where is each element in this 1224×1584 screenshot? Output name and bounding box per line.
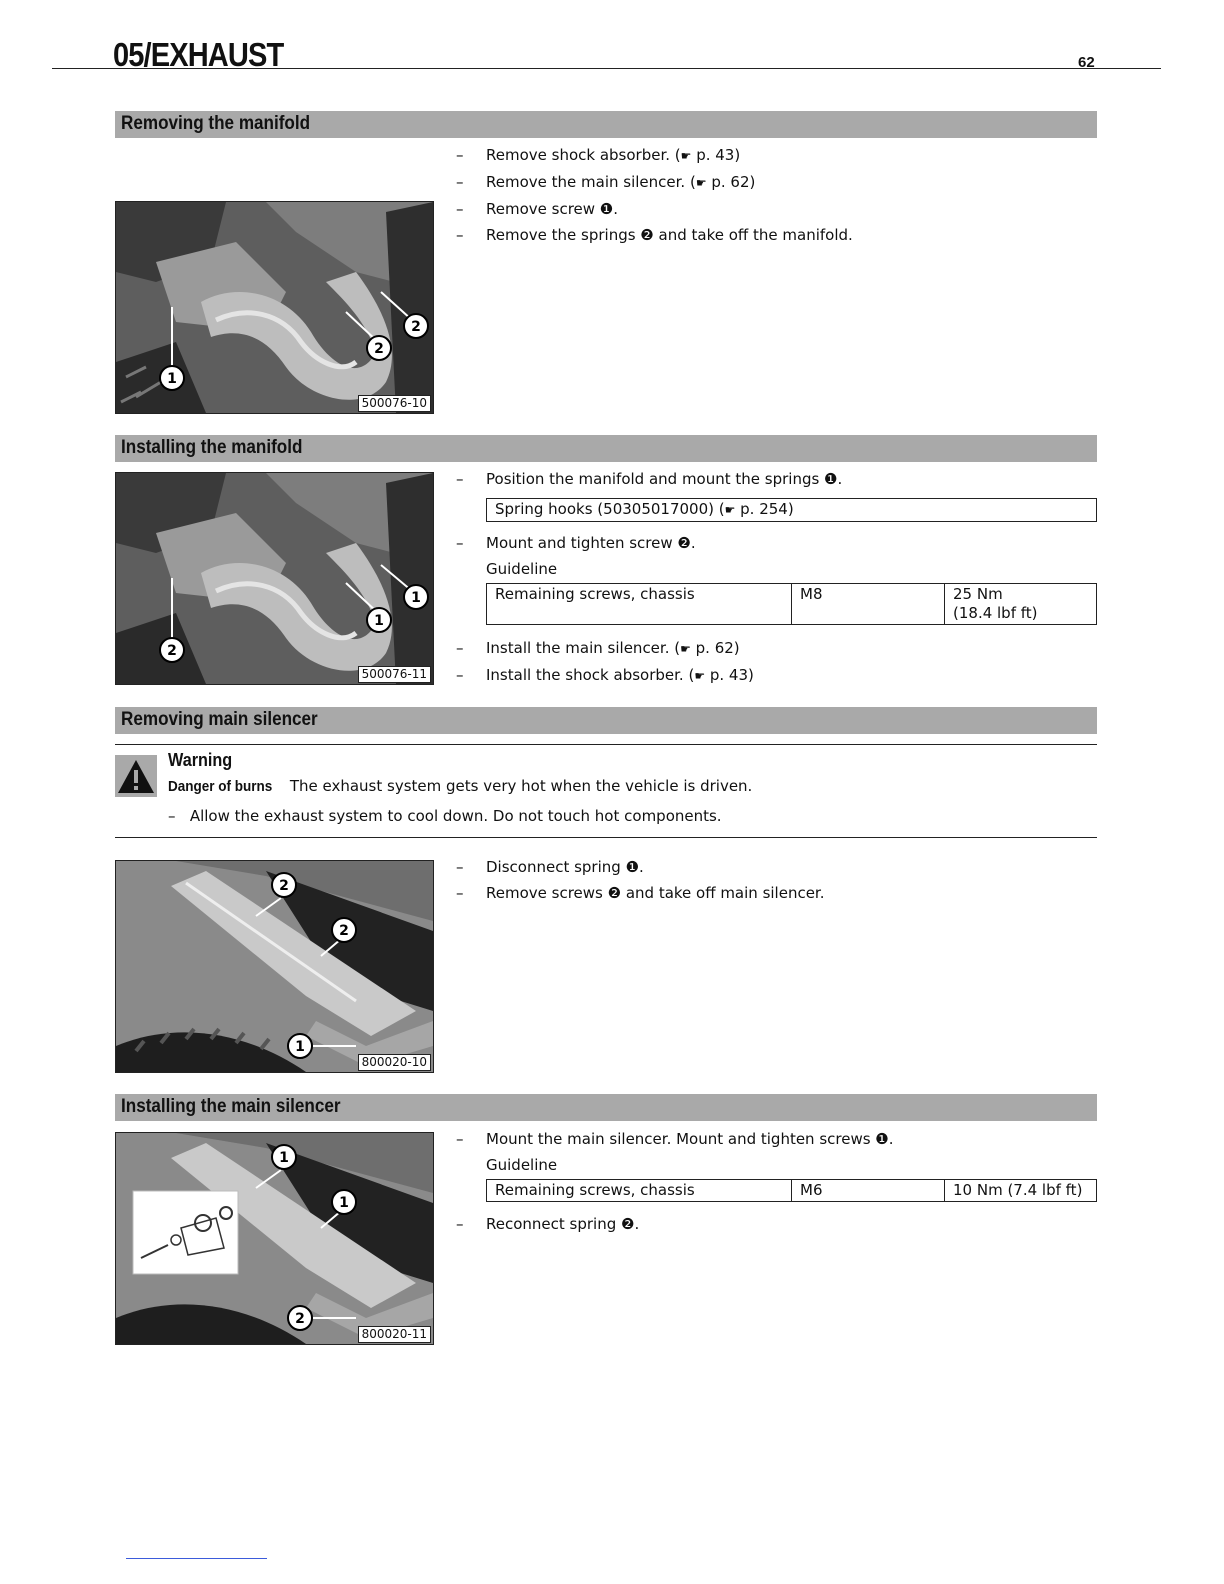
warning-label: Danger of burns	[168, 778, 273, 795]
step-item: – Disconnect spring ❶.	[456, 858, 644, 876]
warning-step: – Allow the exhaust system to cool down. Do not touch hot components.	[168, 807, 722, 825]
svg-text:1: 1	[411, 590, 421, 606]
manifold-photo-illustration	[116, 473, 433, 684]
page-number: 62	[1078, 54, 1095, 71]
step-item: – Remove screws ❷ and take off main silencer.	[456, 884, 825, 902]
warning-title: Warning	[168, 750, 233, 770]
callout-1-upper	[272, 1145, 296, 1169]
pointing-hand-icon: ☛	[680, 642, 691, 656]
tool-table	[486, 498, 1097, 522]
callout-2-upper	[272, 873, 296, 897]
pointing-hand-icon: ☛	[724, 503, 736, 517]
torque-item: Remaining screws, chassis	[487, 1180, 792, 1202]
installing-silencer-step-2	[456, 1211, 639, 1237]
warning-triangle-icon	[115, 755, 157, 797]
svg-text:2: 2	[167, 643, 177, 659]
svg-text:2: 2	[411, 319, 421, 335]
footer-link-line	[126, 1558, 267, 1559]
step-item: – Mount the main silencer. Mount and tighten screws ❶.	[456, 1130, 894, 1148]
removing-manifold-steps	[456, 142, 853, 248]
silencer-photo-illustration	[116, 861, 433, 1072]
callout-2	[160, 638, 184, 662]
section-title: Installing the main silencer	[121, 1096, 341, 1117]
torque-table	[486, 1179, 1097, 1202]
pointing-hand-icon: ☛	[680, 149, 692, 163]
svg-text:1: 1	[295, 1039, 305, 1055]
step-item: – Install the main silencer. (☛ p. 62)	[456, 639, 740, 657]
step-item: – Install the shock absorber. (☛ p. 43)	[456, 666, 754, 684]
page-reference[interactable]: p. 62)	[711, 173, 756, 191]
torque-thread: M8	[792, 584, 945, 625]
callout-1-lower	[367, 608, 391, 632]
torque-thread: M6	[792, 1180, 945, 1202]
svg-text:2: 2	[279, 878, 289, 894]
step-item: – Mount and tighten screw ❷.	[456, 534, 696, 552]
guideline-label: Guideline	[486, 560, 558, 578]
torque-value: 25 Nm (18.4 lbf ft)	[945, 584, 1097, 625]
section-title: Removing main silencer	[121, 709, 318, 730]
svg-text:1: 1	[374, 613, 384, 629]
section-header-removing-manifold	[115, 111, 1097, 138]
removing-silencer-steps	[456, 854, 825, 906]
section-header-installing-silencer	[115, 1094, 1097, 1121]
photo-code: 800020-11	[358, 1326, 431, 1343]
tool-cell: Spring hooks (50305017000) (☛ p. 254)	[487, 499, 1097, 522]
torque-item: Remaining screws, chassis	[487, 584, 792, 625]
step-item: – Remove the springs ❷ and take off the manifold.	[456, 226, 853, 244]
silencer-install-photo	[115, 1132, 434, 1345]
svg-text:2: 2	[374, 341, 384, 357]
step-item: – Remove screw ❶.	[456, 200, 619, 218]
section-title: Installing the manifold	[121, 437, 303, 458]
installing-silencer-step-1	[456, 1126, 894, 1152]
manifold-install-photo	[115, 472, 434, 685]
pointing-hand-icon: ☛	[694, 669, 706, 683]
step-item: – Position the manifold and mount the springs ❶.	[456, 470, 843, 488]
callout-1-lower	[332, 1190, 356, 1214]
step-item: – Remove shock absorber. (☛ p. 43)	[456, 146, 741, 164]
page-reference[interactable]: p. 43)	[696, 146, 741, 164]
header-rule	[52, 68, 1161, 69]
section-header-removing-silencer	[115, 707, 1097, 734]
warning-top-rule	[115, 744, 1097, 745]
page-reference[interactable]: p. 43)	[709, 666, 754, 684]
callout-2-lower	[332, 918, 356, 942]
callout-2	[288, 1306, 312, 1330]
callout-1	[160, 366, 184, 390]
svg-text:1: 1	[339, 1195, 349, 1211]
silencer-removal-photo	[115, 860, 434, 1073]
installing-manifold-step-2	[456, 530, 696, 556]
callout-2-lower	[367, 336, 391, 360]
manifold-removal-photo	[115, 201, 434, 414]
svg-text:2: 2	[339, 923, 349, 939]
photo-code: 500076-11	[358, 666, 431, 683]
installing-manifold-steps-end	[456, 635, 754, 689]
torque-table	[486, 583, 1097, 625]
silencer-photo-illustration	[116, 1133, 433, 1344]
svg-text:1: 1	[279, 1150, 289, 1166]
pointing-hand-icon: ☛	[695, 176, 707, 190]
page-reference[interactable]: p. 254)	[740, 500, 794, 518]
torque-value: 10 Nm (7.4 lbf ft)	[945, 1180, 1097, 1202]
photo-code: 800020-10	[358, 1054, 431, 1071]
page-reference[interactable]: p. 62)	[695, 639, 740, 657]
step-item: – Remove the main silencer. (☛ p. 62)	[456, 173, 756, 191]
section-title: Removing the manifold	[121, 113, 311, 134]
section-header-installing-manifold	[115, 435, 1097, 462]
svg-text:1: 1	[167, 371, 177, 387]
step-item: – Reconnect spring ❷.	[456, 1215, 640, 1233]
chapter-title: 05/EXHAUST	[113, 36, 284, 73]
guideline-label: Guideline	[486, 1156, 558, 1174]
callout-2-upper	[404, 314, 428, 338]
warning-text: The exhaust system gets very hot when the vehicle is driven.	[289, 777, 753, 795]
warning-bottom-rule	[115, 837, 1097, 838]
photo-code: 500076-10	[358, 395, 431, 412]
svg-text:2: 2	[295, 1311, 305, 1327]
installing-manifold-step-1	[456, 466, 842, 492]
warning-message	[168, 777, 752, 795]
callout-1	[288, 1034, 312, 1058]
callout-1-upper	[404, 585, 428, 609]
manifold-photo-illustration	[116, 202, 433, 413]
